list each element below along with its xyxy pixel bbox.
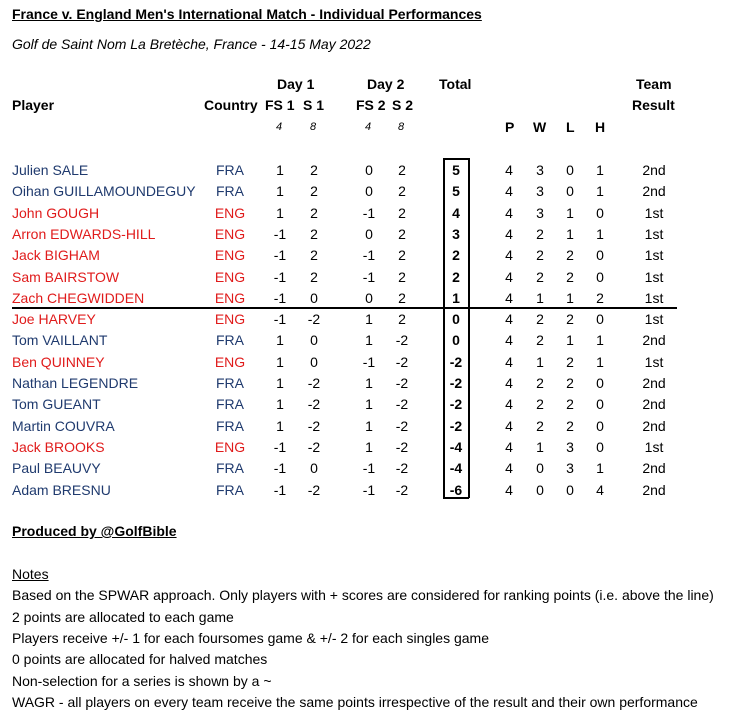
s2-score: -2 [395,481,409,498]
lost-count: 1 [566,332,574,349]
team-result: 2nd [642,396,666,413]
header-s1: S 1 [303,97,325,113]
table-row [0,224,749,245]
fs2-score: -1 [362,204,376,221]
table-row [0,330,749,351]
player-name: Sam BAIRSTOW [12,268,120,285]
fs1-score: 1 [276,396,284,413]
total-score: 0 [452,311,460,328]
played-count: 4 [505,162,513,178]
country-code: ENG [214,353,246,370]
s1-score: -2 [307,375,321,391]
fs2-score: 1 [365,438,373,455]
won-count: 0 [536,460,544,477]
total-score: 5 [452,162,460,178]
team-result: 2nd [642,460,666,477]
halved-count: 4 [596,481,604,498]
header-day1: Day 1 [277,76,315,92]
halved-count: 0 [596,417,604,434]
team-result: 1st [644,438,664,455]
s1-score: 2 [310,247,318,264]
lost-count: 2 [566,375,574,391]
fs1-score: 1 [276,353,284,370]
s2-score: 2 [398,204,406,221]
s2-score: 2 [398,247,406,264]
table-row [0,458,749,479]
fs2-score: -1 [362,481,376,498]
player-name: Ben QUINNEY [12,353,105,370]
player-name: Tom GUEANT [12,396,101,413]
header-total: Total [439,76,472,92]
s1-score: 0 [310,289,318,306]
lost-count: 0 [566,162,574,178]
halved-count: 2 [596,289,604,306]
header-fs2-points: 4 [365,121,372,133]
played-count: 4 [505,417,513,434]
player-name: John GOUGH [12,204,100,221]
fs1-score: 1 [276,183,284,200]
s2-score: 2 [398,289,406,306]
s2-score: -2 [395,396,409,413]
won-count: 2 [536,375,544,391]
fs1-score: -1 [273,225,287,242]
header-won: W [533,119,547,135]
country-code: FRA [216,375,244,391]
s2-score: -2 [395,332,409,349]
played-count: 4 [505,438,513,455]
s1-score: -2 [307,438,321,455]
player-name: Oihan GUILLAMOUNDEGUY [12,183,196,200]
country-code: ENG [214,204,246,221]
s1-score: -2 [307,311,321,328]
player-name: Julien SALE [12,162,89,178]
total-box-right [468,158,470,498]
player-name: Tom VAILLANT [12,332,108,349]
header-fs2: FS 2 [356,97,386,113]
player-name: Nathan LEGENDRE [12,375,139,391]
table-row [0,480,749,501]
s1-score: -2 [307,396,321,413]
page-title: France v. England Men's International Match - Individual Performances [12,6,482,22]
table-row [0,160,749,181]
fs1-score: -1 [273,311,287,328]
fs1-score: 1 [276,417,284,434]
lost-count: 0 [566,481,574,498]
s1-score: 2 [310,183,318,200]
s1-score: -2 [307,417,321,434]
player-name: Arron EDWARDS-HILL [12,225,156,242]
header-halved: H [595,119,606,135]
country-code: FRA [216,162,244,178]
won-count: 0 [536,481,544,498]
halved-count: 0 [596,204,604,221]
team-result: 2nd [642,375,666,391]
table-row [0,288,749,309]
fs2-score: 0 [365,289,373,306]
s1-score: 2 [310,268,318,285]
lost-count: 2 [566,268,574,285]
header-lost: L [566,119,575,135]
notes-heading: Notes [12,566,49,582]
total-score: 2 [452,268,460,285]
won-count: 2 [536,332,544,349]
won-count: 1 [536,438,544,455]
team-result: 1st [644,268,664,285]
lost-count: 2 [566,247,574,264]
fs2-score: 1 [365,417,373,434]
fs1-score: -1 [273,481,287,498]
header-s2: S 2 [392,97,414,113]
fs2-score: 1 [365,396,373,413]
s1-score: -2 [307,481,321,498]
s1-score: 2 [310,204,318,221]
s2-score: -2 [395,353,409,370]
fs2-score: 0 [365,225,373,242]
total-score: 3 [452,225,460,242]
table-row [0,245,749,266]
played-count: 4 [505,247,513,264]
fs2-score: 1 [365,311,373,328]
header-team: Team [636,76,672,92]
s2-score: 2 [398,183,406,200]
s2-score: -2 [395,417,409,434]
won-count: 1 [536,289,544,306]
lost-count: 3 [566,438,574,455]
fs2-score: 1 [365,332,373,349]
team-result: 1st [644,289,664,306]
halved-count: 0 [596,311,604,328]
page-subtitle: Golf de Saint Nom La Bretèche, France - 14-15 May 2022 [12,36,371,52]
played-count: 4 [505,353,513,370]
halved-count: 1 [596,332,604,349]
won-count: 3 [536,162,544,178]
table-row [0,203,749,224]
fs2-score: 0 [365,183,373,200]
table-row [0,181,749,202]
halved-count: 1 [596,353,604,370]
won-count: 2 [536,311,544,328]
fs1-score: 1 [276,332,284,349]
total-score: 2 [452,247,460,264]
fs1-score: -1 [273,438,287,455]
fs2-score: -1 [362,268,376,285]
total-box-left [443,158,445,498]
team-result: 1st [644,204,664,221]
country-code: FRA [216,417,244,434]
country-code: FRA [216,460,244,477]
table-row [0,437,749,458]
fs1-score: 1 [276,375,284,391]
played-count: 4 [505,225,513,242]
lost-count: 0 [566,183,574,200]
player-name: Joe HARVEY [12,311,96,328]
country-code: ENG [214,247,246,264]
fs2-score: -1 [362,460,376,477]
lost-count: 1 [566,225,574,242]
country-code: FRA [216,332,244,349]
played-count: 4 [505,311,513,328]
total-score: -2 [449,396,463,413]
player-name: Zach CHEGWIDDEN [12,289,145,306]
s2-score: 2 [398,225,406,242]
halved-count: 0 [596,268,604,285]
table-row [0,309,749,330]
total-score: -2 [449,353,463,370]
s2-score: 2 [398,162,406,178]
total-score: 4 [452,204,460,221]
note-4: 0 points are allocated for halved matches [12,651,268,667]
won-count: 2 [536,396,544,413]
country-code: ENG [214,225,246,242]
player-name: Adam BRESNU [12,481,111,498]
total-score: -4 [449,460,463,477]
header-s1-points: 8 [310,121,317,133]
ranking-cut-line [12,307,677,309]
team-result: 1st [644,311,664,328]
lost-count: 2 [566,311,574,328]
halved-count: 0 [596,396,604,413]
s1-score: 0 [310,460,318,477]
country-code: ENG [214,438,246,455]
header-day2: Day 2 [367,76,405,92]
team-result: 2nd [642,417,666,434]
total-score: 1 [452,289,460,306]
produced-by: Produced by @GolfBible [12,523,177,539]
team-result: 2nd [642,332,666,349]
halved-count: 0 [596,438,604,455]
header-fs1-points: 4 [276,121,283,133]
header-fs1: FS 1 [265,97,295,113]
lost-count: 1 [566,289,574,306]
fs2-score: 1 [365,375,373,391]
s2-score: -2 [395,375,409,391]
lost-count: 3 [566,460,574,477]
team-result: 1st [644,247,664,264]
table-row [0,416,749,437]
table-row [0,352,749,373]
player-name: Martin COUVRA [12,417,115,434]
note-2: 2 points are allocated to each game [12,609,234,625]
halved-count: 1 [596,162,604,178]
s2-score: 2 [398,268,406,285]
won-count: 2 [536,268,544,285]
table-row [0,394,749,415]
team-result: 1st [644,225,664,242]
s1-score: 2 [310,162,318,178]
note-6: WAGR - all players on every team receive the same points irrespective of the result and their own performance [12,694,698,710]
halved-count: 0 [596,375,604,391]
won-count: 1 [536,353,544,370]
note-3: Players receive +/- 1 for each foursomes game & +/- 2 for each singles game [12,630,490,646]
total-score: -2 [449,375,463,391]
lost-count: 2 [566,417,574,434]
played-count: 4 [505,268,513,285]
fs2-score: -1 [362,353,376,370]
played-count: 4 [505,204,513,221]
halved-count: 1 [596,183,604,200]
note-5: Non-selection for a series is shown by a ~ [12,673,272,689]
s1-score: 0 [310,332,318,349]
player-name: Jack BIGHAM [12,247,100,264]
s2-score: -2 [395,438,409,455]
fs2-score: -1 [362,247,376,264]
total-score: -6 [449,481,463,498]
played-count: 4 [505,289,513,306]
total-box-bottom [443,497,469,499]
total-score: -2 [449,417,463,434]
played-count: 4 [505,375,513,391]
country-code: FRA [216,396,244,413]
team-result: 2nd [642,481,666,498]
lost-count: 2 [566,353,574,370]
header-s2-points: 8 [398,121,405,133]
s2-score: 2 [398,311,406,328]
fs1-score: -1 [273,289,287,306]
played-count: 4 [505,396,513,413]
player-name: Jack BROOKS [12,438,105,455]
header-result: Result [632,97,675,113]
team-result: 1st [644,353,664,370]
total-score: 0 [452,332,460,349]
halved-count: 1 [596,225,604,242]
team-result: 2nd [642,162,666,178]
played-count: 4 [505,460,513,477]
won-count: 2 [536,247,544,264]
s2-score: -2 [395,460,409,477]
played-count: 4 [505,183,513,200]
played-count: 4 [505,332,513,349]
country-code: ENG [214,289,246,306]
country-code: FRA [216,481,244,498]
header-played: P [505,119,515,135]
total-score: 5 [452,183,460,200]
note-1: Based on the SPWAR approach. Only players with + scores are considered for ranking points (i.e. above the line) [12,587,714,603]
won-count: 3 [536,183,544,200]
total-score: -4 [449,438,463,455]
header-country: Country [204,97,258,113]
s1-score: 2 [310,225,318,242]
fs1-score: 1 [276,204,284,221]
won-count: 2 [536,225,544,242]
won-count: 2 [536,417,544,434]
country-code: ENG [214,311,246,328]
halved-count: 0 [596,247,604,264]
country-code: FRA [216,183,244,200]
lost-count: 1 [566,204,574,221]
team-result: 2nd [642,183,666,200]
halved-count: 1 [596,460,604,477]
won-count: 3 [536,204,544,221]
table-row [0,267,749,288]
fs2-score: 0 [365,162,373,178]
fs1-score: -1 [273,247,287,264]
table-row [0,373,749,394]
played-count: 4 [505,481,513,498]
s1-score: 0 [310,353,318,370]
fs1-score: 1 [276,162,284,178]
fs1-score: -1 [273,460,287,477]
total-box-top [443,158,469,160]
fs1-score: -1 [273,268,287,285]
country-code: ENG [214,268,246,285]
lost-count: 2 [566,396,574,413]
header-player: Player [12,97,55,113]
player-name: Paul BEAUVY [12,460,101,477]
